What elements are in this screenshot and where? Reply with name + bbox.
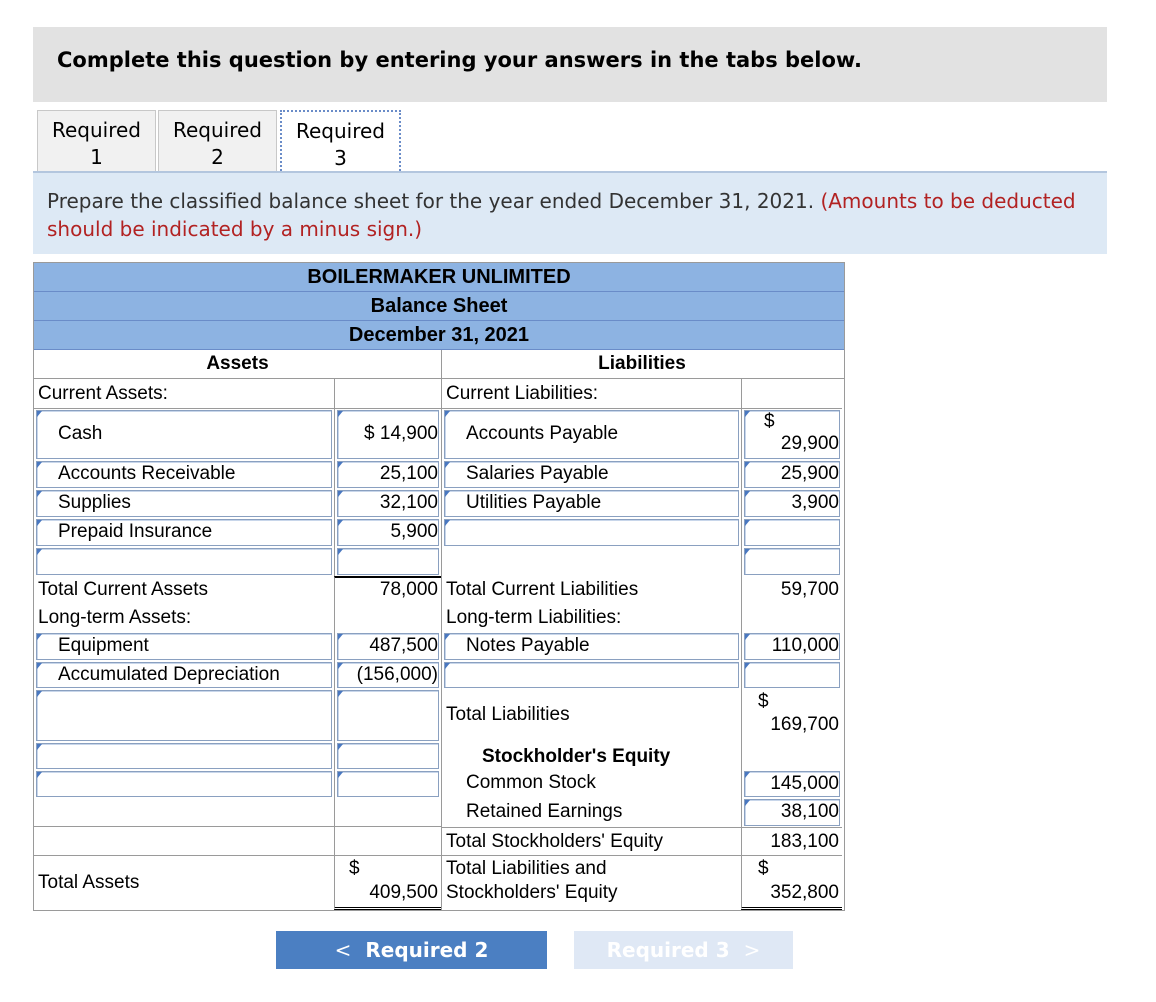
table-row xyxy=(34,547,844,576)
asset-label-input[interactable] xyxy=(36,690,332,741)
table-row xyxy=(34,576,844,604)
table-row xyxy=(34,661,844,689)
dollar-sign: $ xyxy=(349,858,360,879)
table-row xyxy=(34,856,844,910)
salaries-payable-label: Salaries Payable xyxy=(466,463,609,484)
chevron-right-icon: > xyxy=(743,938,761,962)
total-liabilities-equity-label-line1: Total Liabilities and xyxy=(446,858,607,879)
asset-amount-input[interactable] xyxy=(337,690,439,741)
next-required-button[interactable] xyxy=(574,931,793,969)
tab-label: Required xyxy=(295,119,385,143)
total-assets-amount: 409,500 xyxy=(369,882,438,903)
tab-label: Required xyxy=(51,118,141,142)
supplies-amount: 32,100 xyxy=(379,492,438,513)
total-assets-label: Total Assets xyxy=(38,872,140,893)
cash-amount: $ 14,900 xyxy=(364,423,438,444)
accounts-receivable-label: Accounts Receivable xyxy=(58,463,236,484)
equipment-amount: 487,500 xyxy=(369,635,438,656)
accounts-payable-amount: 29,900 xyxy=(780,433,839,454)
sheet-date: December 31, 2021 xyxy=(34,321,844,350)
tab-label: Required xyxy=(172,118,262,142)
retained-earnings-amount: 38,100 xyxy=(780,801,839,822)
prepaid-insurance-label: Prepaid Insurance xyxy=(58,521,213,542)
asset-amount-input[interactable] xyxy=(337,548,439,575)
table-row xyxy=(34,742,844,770)
liability-amount-input[interactable] xyxy=(744,519,840,546)
asset-label-input[interactable] xyxy=(36,743,332,769)
asset-label-input[interactable] xyxy=(36,771,332,797)
tab-number: 3 xyxy=(334,146,347,170)
asset-amount-input[interactable] xyxy=(337,743,439,769)
instructions-text: Prepare the classified balance sheet for the year ended December 31, 2021. xyxy=(47,189,815,213)
assets-heading: Assets xyxy=(206,353,269,374)
liability-label-input[interactable] xyxy=(444,662,739,688)
liability-amount-input[interactable] xyxy=(744,662,840,688)
dollar-sign: $ xyxy=(758,858,769,879)
retained-earnings-label: Retained Earnings xyxy=(466,801,623,822)
notes-payable-amount: 110,000 xyxy=(771,635,839,656)
current-liabilities-label: Current Liabilities: xyxy=(446,383,599,404)
prepaid-insurance-amount: 5,900 xyxy=(390,521,438,542)
total-current-liabilities-amount: 59,700 xyxy=(780,579,839,600)
equity-heading: Stockholder's Equity xyxy=(482,746,671,767)
accumulated-depreciation-amount: (156,000) xyxy=(356,664,438,685)
supplies-label: Supplies xyxy=(58,492,131,513)
long-term-labels-row xyxy=(34,604,844,632)
company-name: BOILERMAKER UNLIMITED xyxy=(34,263,844,292)
accounts-payable-label: Accounts Payable xyxy=(466,423,619,444)
current-assets-label: Current Assets: xyxy=(38,383,168,404)
tab-required-2[interactable] xyxy=(158,110,277,171)
table-row xyxy=(34,632,844,661)
balance-sheet xyxy=(33,262,845,911)
total-liabilities-label: Total Liabilities xyxy=(446,704,570,725)
total-current-liabilities-label: Total Current Liabilities xyxy=(446,579,639,600)
table-row xyxy=(34,460,844,489)
next-button-label: Required 3 xyxy=(606,938,730,962)
table-row xyxy=(34,689,844,742)
previous-button-label: Required 2 xyxy=(365,938,489,962)
common-stock-amount: 145,000 xyxy=(770,773,839,794)
utilities-payable-amount: 3,900 xyxy=(791,492,839,513)
liability-amount-input[interactable] xyxy=(744,548,840,575)
accumulated-depreciation-label: Accumulated Depreciation xyxy=(58,664,280,685)
accounts-receivable-amount: 25,100 xyxy=(379,463,438,484)
total-liabilities-amount: 169,700 xyxy=(770,714,839,735)
table-row xyxy=(34,798,844,827)
liability-label-input[interactable] xyxy=(444,519,739,546)
tab-number: 1 xyxy=(90,145,103,169)
chevron-left-icon: < xyxy=(334,938,352,962)
table-row xyxy=(34,489,844,518)
table-row xyxy=(34,827,844,856)
total-equity-amount: 183,100 xyxy=(770,831,839,852)
current-labels-row xyxy=(34,379,844,409)
utilities-payable-label: Utilities Payable xyxy=(466,492,602,513)
dollar-sign: $ xyxy=(764,411,775,432)
table-row xyxy=(34,409,844,460)
total-liabilities-equity-amount: 352,800 xyxy=(770,882,839,903)
instructions-note: (Amounts to be deducted should be indicated by a minus sign.) xyxy=(47,189,1076,241)
banner-text: Complete this question by entering your answers in the tabs below. xyxy=(57,48,862,72)
total-current-assets-label: Total Current Assets xyxy=(38,579,209,600)
total-equity-label: Total Stockholders' Equity xyxy=(446,831,663,852)
section-heading-row xyxy=(34,350,844,379)
sheet-title: Balance Sheet xyxy=(34,292,844,321)
instructions-panel xyxy=(33,173,1107,254)
notes-payable-label: Notes Payable xyxy=(466,635,590,656)
instructions-banner xyxy=(33,27,1107,102)
dollar-sign: $ xyxy=(758,691,769,712)
cash-label: Cash xyxy=(58,423,103,444)
long-term-assets-label: Long-term Assets: xyxy=(38,607,192,628)
table-row xyxy=(34,518,844,547)
table-row xyxy=(34,770,844,798)
asset-label-input[interactable] xyxy=(36,548,332,575)
previous-required-button[interactable] xyxy=(276,931,547,969)
common-stock-label: Common Stock xyxy=(466,772,596,793)
tab-required-3[interactable] xyxy=(280,110,401,171)
tab-required-1[interactable] xyxy=(37,110,156,171)
salaries-payable-amount: 25,900 xyxy=(780,463,839,484)
long-term-liabilities-label: Long-term Liabilities: xyxy=(446,607,622,628)
tab-number: 2 xyxy=(211,145,224,169)
asset-amount-input[interactable] xyxy=(337,771,439,797)
liabilities-heading: Liabilities xyxy=(441,350,842,378)
equipment-label: Equipment xyxy=(58,635,149,656)
total-liabilities-equity-label-line2: Stockholders' Equity xyxy=(446,882,618,903)
total-current-assets-amount: 78,000 xyxy=(379,579,438,600)
